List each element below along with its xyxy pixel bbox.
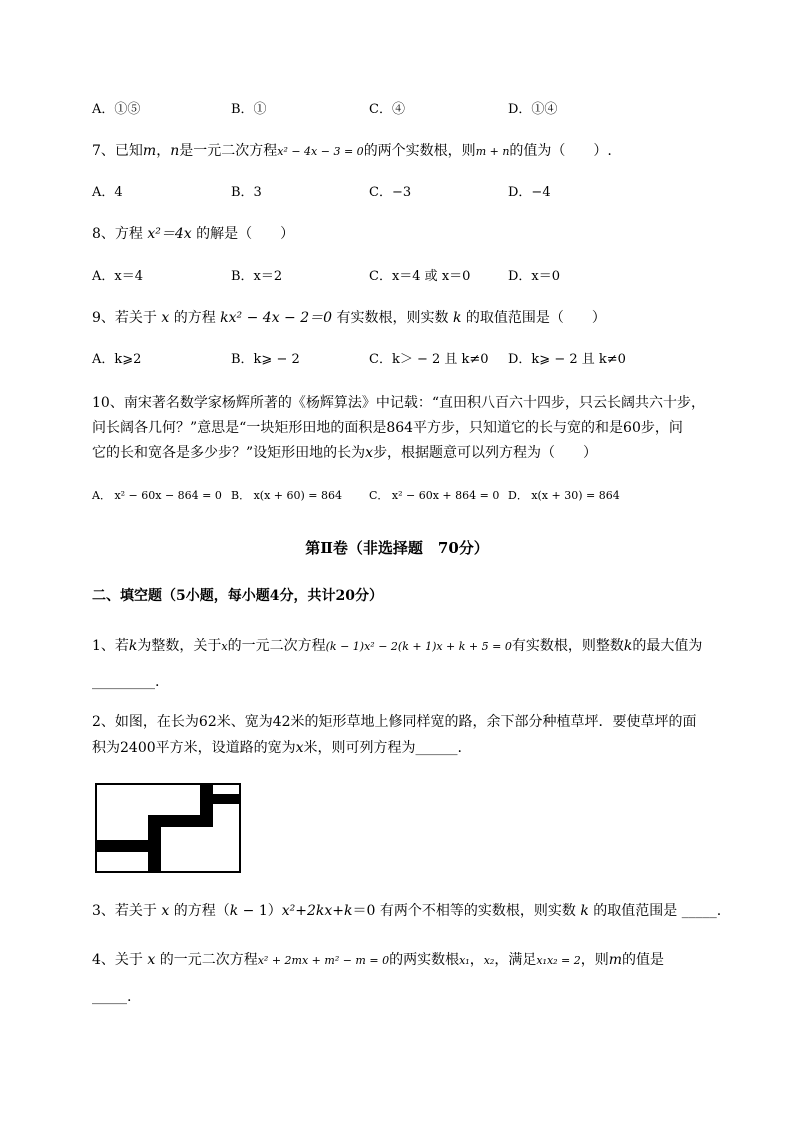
q7-expression: m + n — [475, 145, 510, 158]
q7-option-d[interactable]: D．−4 — [508, 185, 551, 200]
q9-option-c[interactable]: C．k＞ − 2 且 k≠0 — [369, 352, 489, 367]
f4-condition: x₁x₂ = 2 — [536, 954, 581, 967]
f2-line-1: 2、如图，在长为62米、宽为42米的矩形草地上修同样宽的路，余下部分种植草坪．要使草坪的面 — [92, 714, 697, 730]
q8-option-c[interactable]: C．x＝4 或 x＝0 — [369, 269, 471, 284]
q9-stem: 9、若关于 x 的方程 kx² − 4x − 2＝0 有实数根，则实数 k 的取值范围是（ ） — [92, 310, 606, 326]
q9-option-a[interactable]: A．k⩾2 — [92, 352, 142, 367]
q8-option-b[interactable]: B．x＝2 — [231, 269, 283, 284]
road-diagram — [95, 783, 243, 875]
q7-option-c[interactable]: C．−3 — [369, 185, 412, 200]
f1-answer-blank[interactable]: _________. — [92, 674, 160, 690]
f4-answer-blank[interactable]: _____. — [92, 989, 132, 1005]
q9-option-b[interactable]: B．k⩾ − 2 — [231, 352, 300, 367]
f3-stem: 3、若关于 x 的方程（k − 1）x²+2kx+k＝0 有两个不相等的实数根，则实数 k 的取值范围是 _____. — [92, 903, 722, 919]
q7-option-b[interactable]: B．3 — [231, 185, 262, 200]
q6-option-d[interactable]: D．①④ — [508, 102, 558, 117]
f3-expression: x²+2kx+k — [281, 903, 353, 919]
q10-line-1: 10、南宋著名数学家杨辉所著的《杨辉算法》中记载：“直田积八百六十四步，只云长阔共六十步， — [92, 395, 705, 411]
q8-option-a[interactable]: A．x＝4 — [92, 269, 143, 284]
q9-option-d[interactable]: D．k⩾ − 2 且 k≠0 — [508, 352, 626, 367]
q8-stem: 8、方程 x²＝4x 的解是（ ） — [92, 226, 295, 242]
q10-line-2: 问长阔各几何？”意思是“一块矩形田地的面积是864平方步，只知道它的长与宽的和是60步，问 — [92, 420, 683, 436]
f4-stem: 4、关于 x 的一元二次方程x² + 2mx + m² − m = 0的两实数根x₁，x₂，满足x₁x₂ = 2，则m的值是 — [92, 952, 665, 968]
q10-option-a[interactable]: A． x² − 60x − 864 = 0 — [92, 489, 222, 502]
q6-option-c[interactable]: C．④ — [369, 102, 405, 117]
q10-option-d[interactable]: D． x(x + 30) = 864 — [508, 489, 620, 502]
f1-equation: (k − 1)x² − 2(k + 1)x + k + 5 = 0 — [325, 640, 512, 653]
f2-line-2: 积为2400平方米，设道路的宽为x米，则可列方程为______. — [92, 740, 462, 756]
q7-option-a[interactable]: A．4 — [92, 185, 123, 200]
q6-option-b[interactable]: B．① — [231, 102, 267, 117]
q7-stem: 7、已知m，n是一元二次方程x² − 4x − 3 = 0的两个实数根，则m + n的值为（ ）. — [92, 143, 612, 159]
q7-equation: x² − 4x − 3 = 0 — [277, 145, 364, 158]
q9-equation: kx² − 4x − 2＝0 — [220, 310, 333, 326]
f1-stem: 1、若k为整数，关于x的一元二次方程(k − 1)x² − 2(k + 1)x + k + 5 = 0有实数根，则整数k的最大值为 — [92, 638, 703, 654]
q10-option-b[interactable]: B． x(x + 60) = 864 — [231, 489, 342, 502]
section-subtitle: 二、填空题（5小题，每小题4分，共计20分） — [92, 588, 383, 604]
section-title: 第Ⅱ卷（非选择题 70分） — [305, 539, 489, 557]
q10-line-3: 它的长和宽各是多少步？”设矩形田地的长为x步，根据题意可以列方程为（ ） — [92, 445, 598, 461]
q6-option-a[interactable]: A．①⑤ — [92, 102, 141, 117]
q8-equation: x²＝4x — [147, 226, 192, 242]
f4-equation: x² + 2mx + m² − m = 0 — [257, 954, 390, 967]
q10-option-c[interactable]: C． x² − 60x + 864 = 0 — [369, 489, 500, 502]
q8-option-d[interactable]: D．x＝0 — [508, 269, 561, 284]
